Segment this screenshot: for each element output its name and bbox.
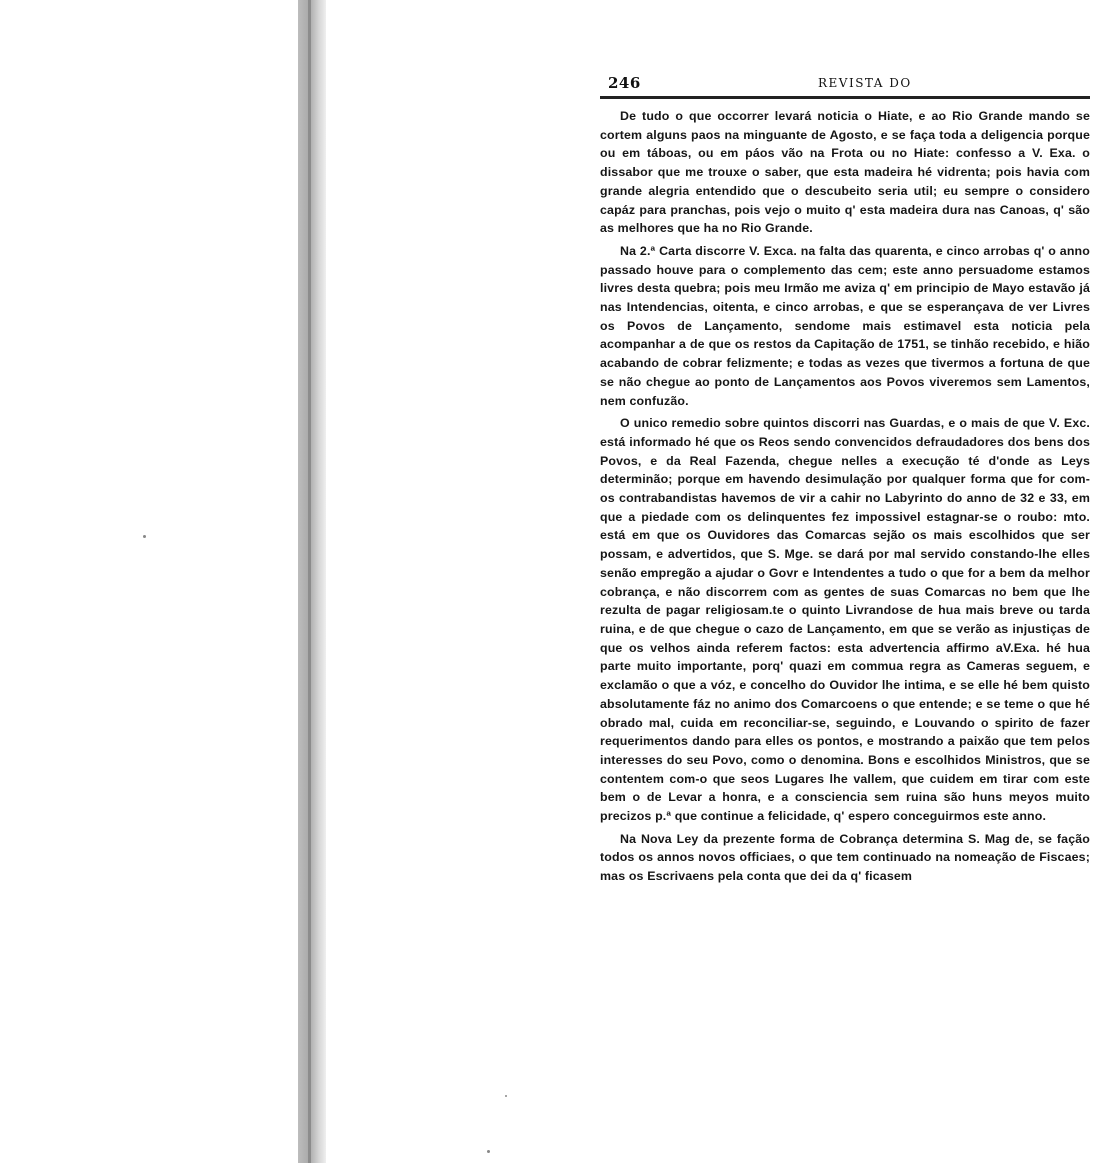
paragraph: Na Nova Ley da prezente forma de Cobrança determina S. Mag de, se fação todos os annos novos officiaes, o que tem continuado na nomeação de Fiscaes; mas os Escrivaens pela conta que dei da q' ficasem [600,831,1090,884]
paragraph: Na 2.ª Carta discorre V. Exca. na falta das quarenta, e cinco arrobas q' o anno passado houve para o complemento das cem; este anno persuadome estamos livres desta quebra; pois meu Irmão me aviza q' em principio de Mayo estavão já nas Intendencias, oitenta, e cinco arrobas, e que se esperançava de ver Livres os Povos de Lançamento, sendome mais estimavel esta noticia pela acompanhar a de que os restos da Capitação de 1751, se tinhão recebido, e hião acabando de cobrar felizmente; e todas as vezes que tivermos a fortuna de que se não chegue ao ponto de Lançamentos aos Povos viveremos sem Lamentos, nem confuzão. [600,243,1090,408]
header-rule [600,96,1090,99]
book-page [600,70,1090,1070]
paragraph: De tudo o que occorrer levará noticia o Hiate, e ao Rio Grande mando se cortem alguns paos na minguante de Agosto, e se faça toda a deligencia porque ou em táboas, ou em páos vão na Frota ou no Hiate: confesso a V. Exa. o dissabor que me trouxe o saber, que esta madeira hé vidrenta; pois havia com grande alegria entendido que o descubeito seria util; eu sempre o considero capáz para pranchas, pois vejo o muito q' esta madeira dura nas Canoas, q' são as melhores que ha no Rio Grande. [600,109,1090,236]
scan-speck [143,535,146,538]
page-number: 246 [608,74,641,92]
scan-speck [487,1150,490,1153]
page-gutter-shadow [298,0,326,1163]
running-head [600,70,1090,96]
binding-edge [308,0,311,1163]
journal-title: REVISTA DO [818,76,912,90]
text-body [600,107,1090,886]
paragraph: O unico remedio sobre quintos discorri nas Guardas, e o mais de que V. Exc. está informado hé que os Reos sendo convencidos defraudadores dos bens dos Povos, e da Real Fazenda, chegue nelles a execução té d'onde as Leys determinão; porque em havendo desimulação por qualquer forma que for com-os contrabandistas havemos de vir a cahir no Labyrinto do anno de 32 e 33, em que a piedade com os delinquentes fez impossivel estagnar-se o roubo: mto. está em que os Ouvidores das Comarcas sejão os mais escolhidos que ser possam, e advertidos, que S. Mge. se dará por mal servido constando-lhe elles senão empregão a ajudar o Govr e Intendentes a tudo o que for a bem da melhor cobrança, e não discorrem com as gentes de suas Comarcas no bem que lhe rezulta de pagar religiosam.te o quinto Livrandose de hua mais breve ou tarda ruina, e de que chegue o cazo de Lançamento, em que se verão as injustiças de que os velhos ainda referem factos: esta advertencia affirmo aV.Exa. hé hua parte muito importante, porq' quazi em commua regra as Cameras seguem, e exclamão o que a vóz, e concelho do Ouvidor lhe intima, e se elle hé bem quisto absolutamente fáz no animo dos Comarcoens o que entende; e se teme o que hé obrado mal, cuida em reconciliar-se, seguindo, e Louvando o spirito de fazer requerimentos dando para elles os pontos, e mostrando a paixão que tem pelos interesses do seu Povo, como o denomina. Bons e escolhidos Ministros, que se contentem com-o que seos Lugares lhe vallem, que cuidem em tirar com este bem o de Levar a honra, e a consciencia sem ruina são huns meyos muito precizos p.ª que continue a felicidade, q' espero conceguirmos este anno. [600,416,1090,824]
scan-speck [505,1095,507,1097]
